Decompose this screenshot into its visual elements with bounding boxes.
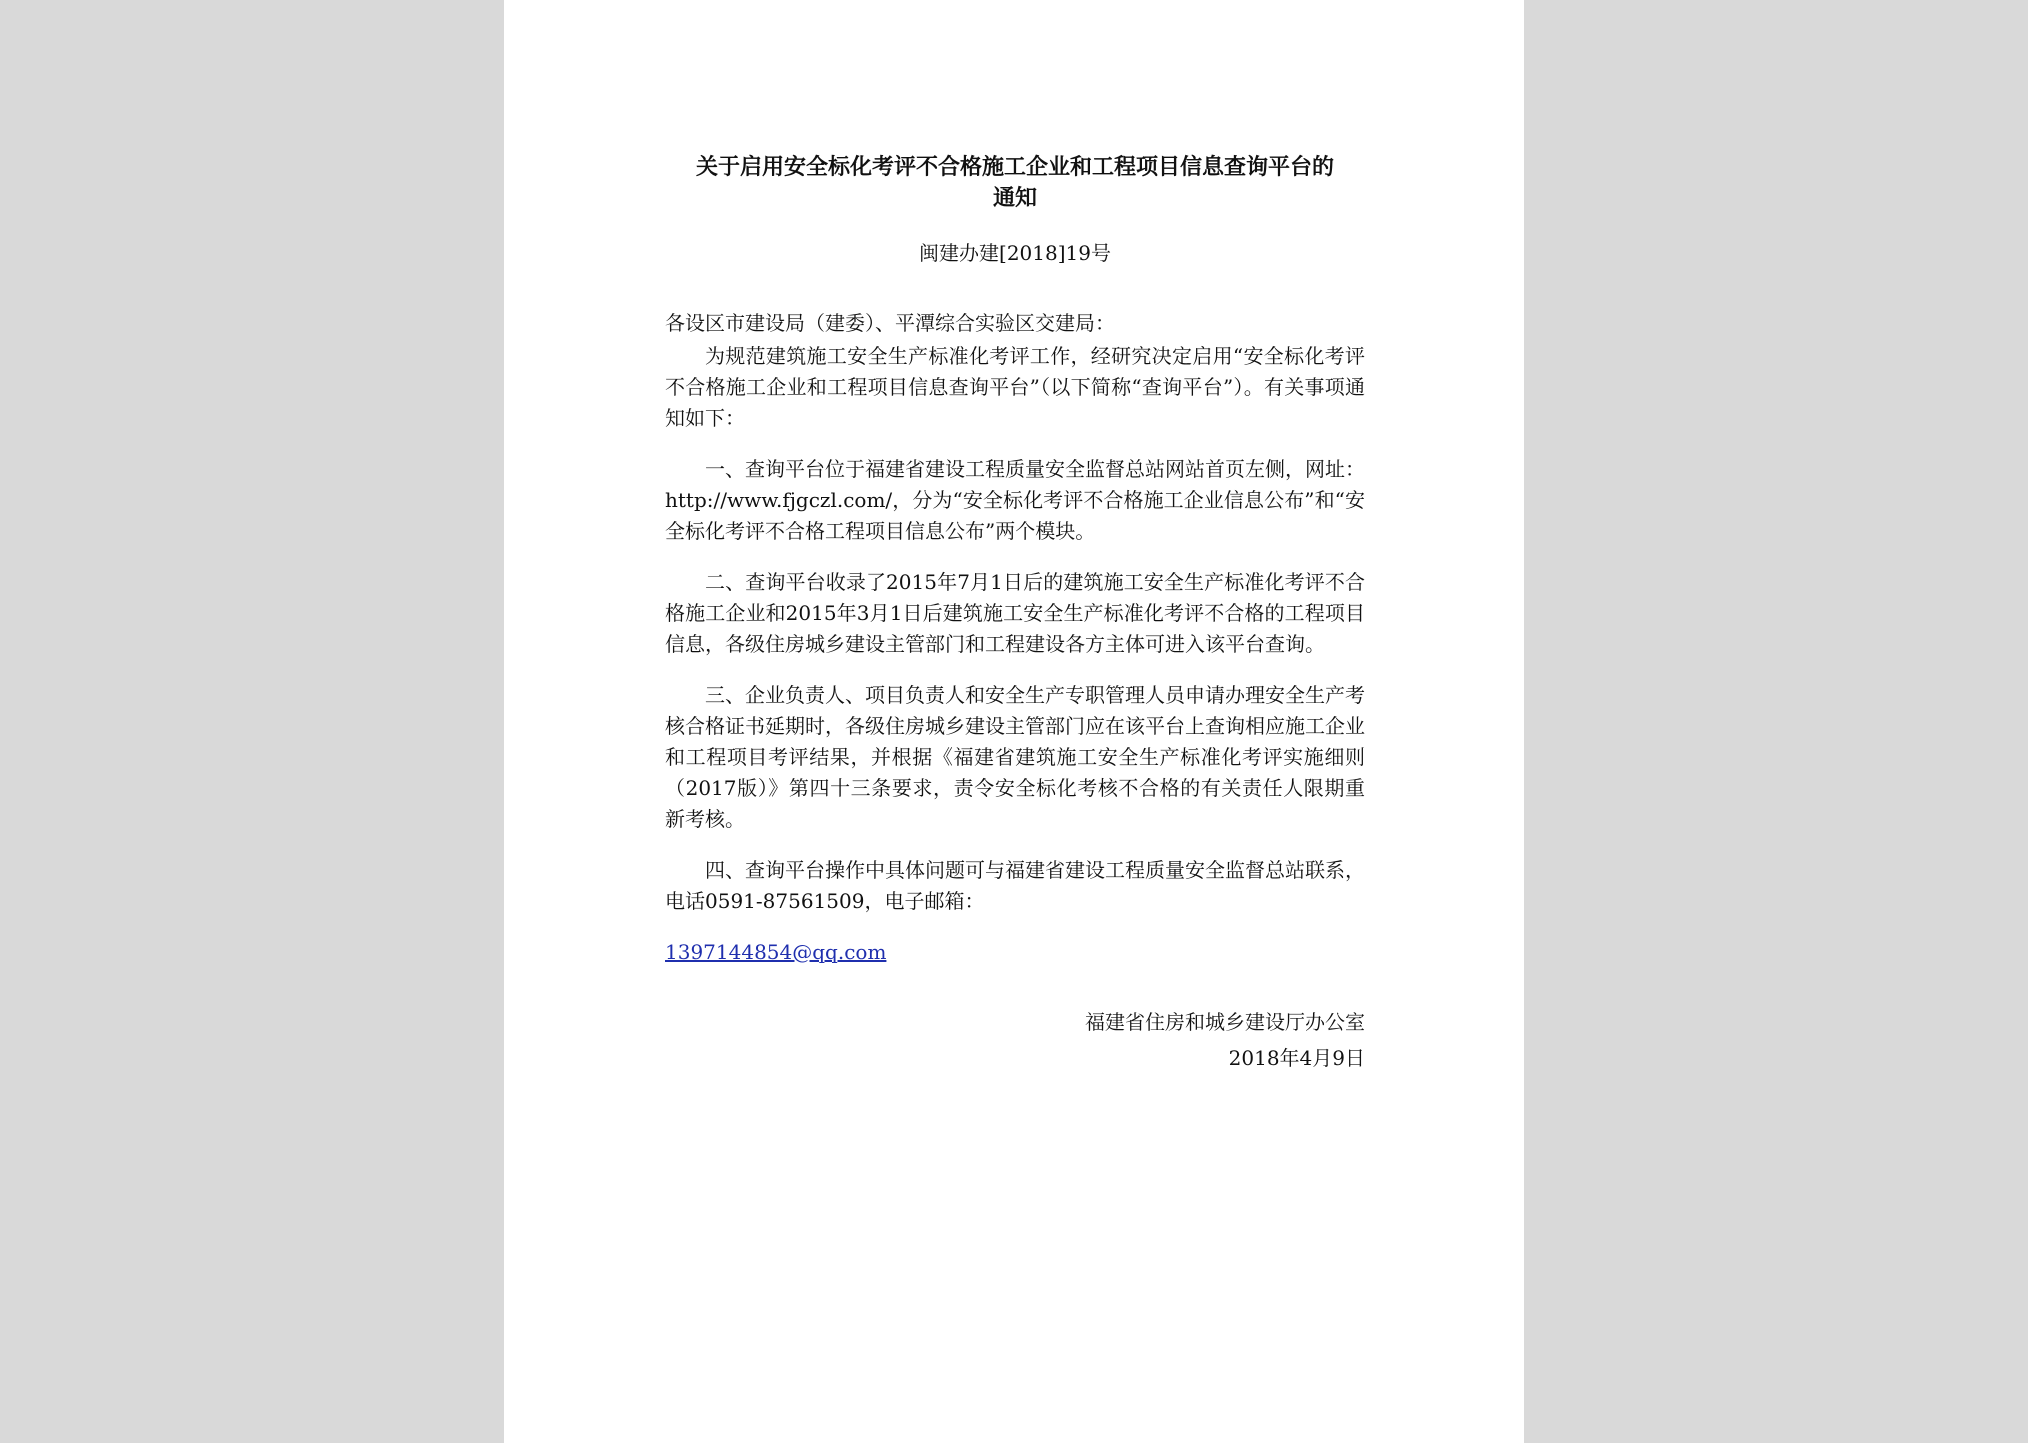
issue-date: 2018年4月9日: [1228, 1046, 1365, 1070]
document-title: [665, 152, 1365, 214]
email-link[interactable]: 1397144854@qq.com: [665, 940, 887, 964]
paragraph-item-4: 四、查询平台操作中具体问题可与福建省建设工程质量安全监督总站联系，电话0591-87561509，电子邮箱：: [665, 858, 1365, 913]
title-line-1: 关于启用安全标化考评不合格施工企业和工程项目信息查询平台的: [695, 154, 1334, 180]
document-page: [504, 0, 1524, 1443]
title-line-2: 通知: [992, 185, 1037, 211]
signature-block: [665, 1004, 1365, 1076]
paragraph-intro: 为规范建筑施工安全生产标准化考评工作，经研究决定启用“安全标化考评不合格施工企业和工程项目信息查询平台”（以下简称“查询平台”）。有关事项通知如下：: [665, 344, 1365, 430]
paragraph-item-1: 一、查询平台位于福建省建设工程质量安全监督总站网站首页左侧，网址：http://www.fjgczl.com/，分为“安全标化考评不合格施工企业信息公布”和“安全标化考评不合格工程项目信息公布”两个模块。: [665, 457, 1365, 543]
document-content: [665, 152, 1365, 1076]
issuer-name: 福建省住房和城乡建设厅办公室: [1085, 1010, 1365, 1034]
document-number: 闽建办建[2018]19号: [919, 241, 1111, 265]
email-line: [665, 937, 1365, 968]
salutation: 各设区市建设局（建委）、平潭综合实验区交建局：: [665, 311, 1115, 335]
paragraph-item-3: 三、企业负责人、项目负责人和安全生产专职管理人员申请办理安全生产考核合格证书延期时，各级住房城乡建设主管部门应在该平台上查询相应施工企业和工程项目考评结果，并根据《福建省建筑施工安全生产标准化考评实施细则（2017版）》第四十三条要求，责令安全标化考核不合格的有关责任人限期重新考核。: [665, 683, 1365, 831]
paragraph-item-2: 二、查询平台收录了2015年7月1日后的建筑施工安全生产标准化考评不合格施工企业和2015年3月1日后建筑施工安全生产标准化考评不合格的工程项目信息，各级住房城乡建设主管部门和工程建设各方主体可进入该平台查询。: [665, 570, 1365, 656]
